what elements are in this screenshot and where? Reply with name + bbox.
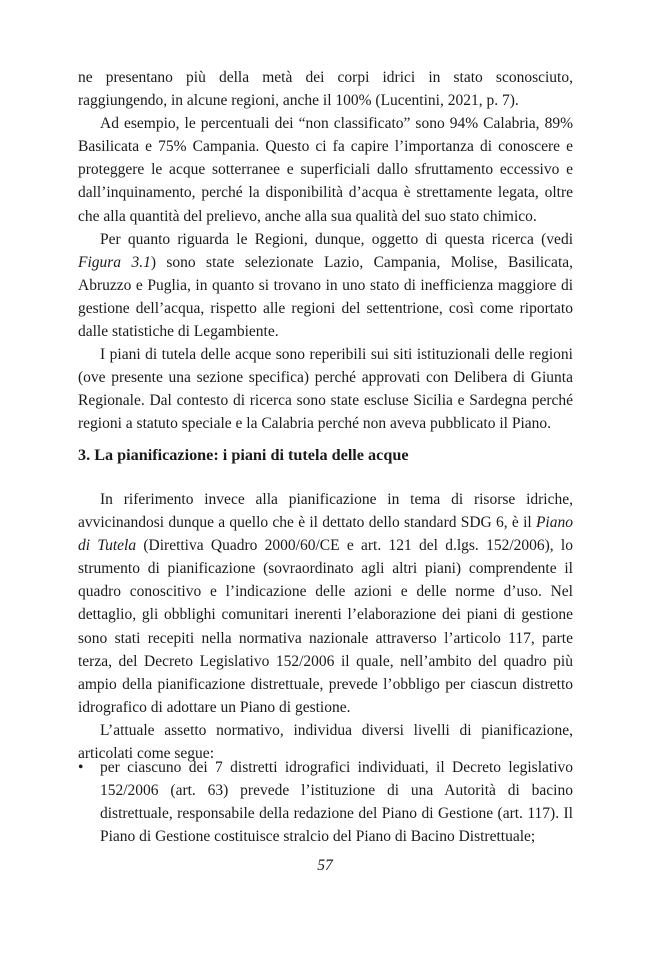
paragraph-pianificazione <box>78 488 573 719</box>
paragraph-percentages: Ad esempio, le percentuali dei “non classificato” sono 94% Calabria, 89% Basilicata e 75% Campania. Questo ci fa capire l’importanza di conoscere e proteggere le acque sotterranee e superficiali dallo sfruttamento eccessivo e dall’inquinamento, perché la disponibilità d’acqua è strettamente legata, oltre che alla quantità del prelievo, anche alla sua qualità del suo stato chimico. <box>78 115 573 225</box>
bullet-list <box>78 756 573 848</box>
intro-section <box>78 66 573 436</box>
paragraph-regions <box>78 228 573 343</box>
pianificazione-text-after: (Direttiva Quadro 2000/60/CE e art. 121 del d.lgs. 152/2006), lo strumento di pianificazione (sovraordinato agli altri piani) comprendente il quadro conoscitivo e l’indicazione delle azioni e delle norme d’uso. Nel dettaglio, gli obblighi comunitari inerenti l’elaborazione dei piani di gestione sono stati recepiti nella normativa nazionale attraverso l’articolo 117, parte terza, del Decreto Legislativo 152/2006 il quale, nell’ambito del quadro più ampio della pianificazione distrettuale, prevede l’obbligo per ciascun distretto idrografico di adottare un Piano di gestione. <box>78 537 573 716</box>
regions-text-before: Per quanto riguarda le Regioni, dunque, oggetto di questa ricerca (vedi <box>100 230 573 248</box>
page-number: 57 <box>317 857 333 874</box>
section-heading-block <box>78 444 573 467</box>
bullet-icon: • <box>78 759 84 776</box>
pianificazione-text-before: In riferimento invece alla pianificazione in tema di risorse idriche, avvicinandosi dunque a quello che è il dettato dello standard SDG 6, è il <box>78 491 573 532</box>
paragraph-continuation: ne presentano più della metà dei corpi idrici in stato sconosciuto, raggiungendo, in alcune regioni, anche il 100% (Lucentini, 2021, p. 7). <box>78 69 573 110</box>
regions-text-after: ) sono state selezionate Lazio, Campania, Molise, Basilicata, Abruzzo e Puglia, in quanto si trovano in uno stato di inefficienza maggiore di gestione dell’acqua, rispetto alle regioni del settentrione, così come riportato dalle statistiche di Legambiente. <box>78 253 573 341</box>
section-heading: 3. La pianificazione: i piani di tutela delle acque <box>78 446 409 464</box>
piano-tutela-term: Piano di Tutela <box>78 514 573 555</box>
pianificazione-section <box>78 488 573 765</box>
paragraph-assetto: L’attuale assetto normativo, individua diversi livelli di pianificazione, articolati come segue: <box>78 721 573 763</box>
paragraph-plans: I piani di tutela delle acque sono reperibili sui siti istituzionali delle regioni (ove presente una sezione specifica) perché approvati con Delibera di Giunta Regionale. Dal contesto di ricerca sono state escluse Sicilia e Sardegna perché regioni a statuto speciale e la Calabria perché non aveva pubblicato il Piano. <box>78 346 573 433</box>
figure-reference: Figura 3.1 <box>78 253 151 271</box>
bullet-item <box>78 756 573 848</box>
bullet-text: per ciascuno dei 7 distretti idrografici individuati, il Decreto legislativo 152/2006 (art. 63) prevede l’istituzione di una Autorità di bacino distrettuale, responsabile della redazione del Piano di Gestione (art. 117). Il Piano di Gestione costituisce stralcio del Piano di Bacino Distrettuale; <box>100 759 573 846</box>
